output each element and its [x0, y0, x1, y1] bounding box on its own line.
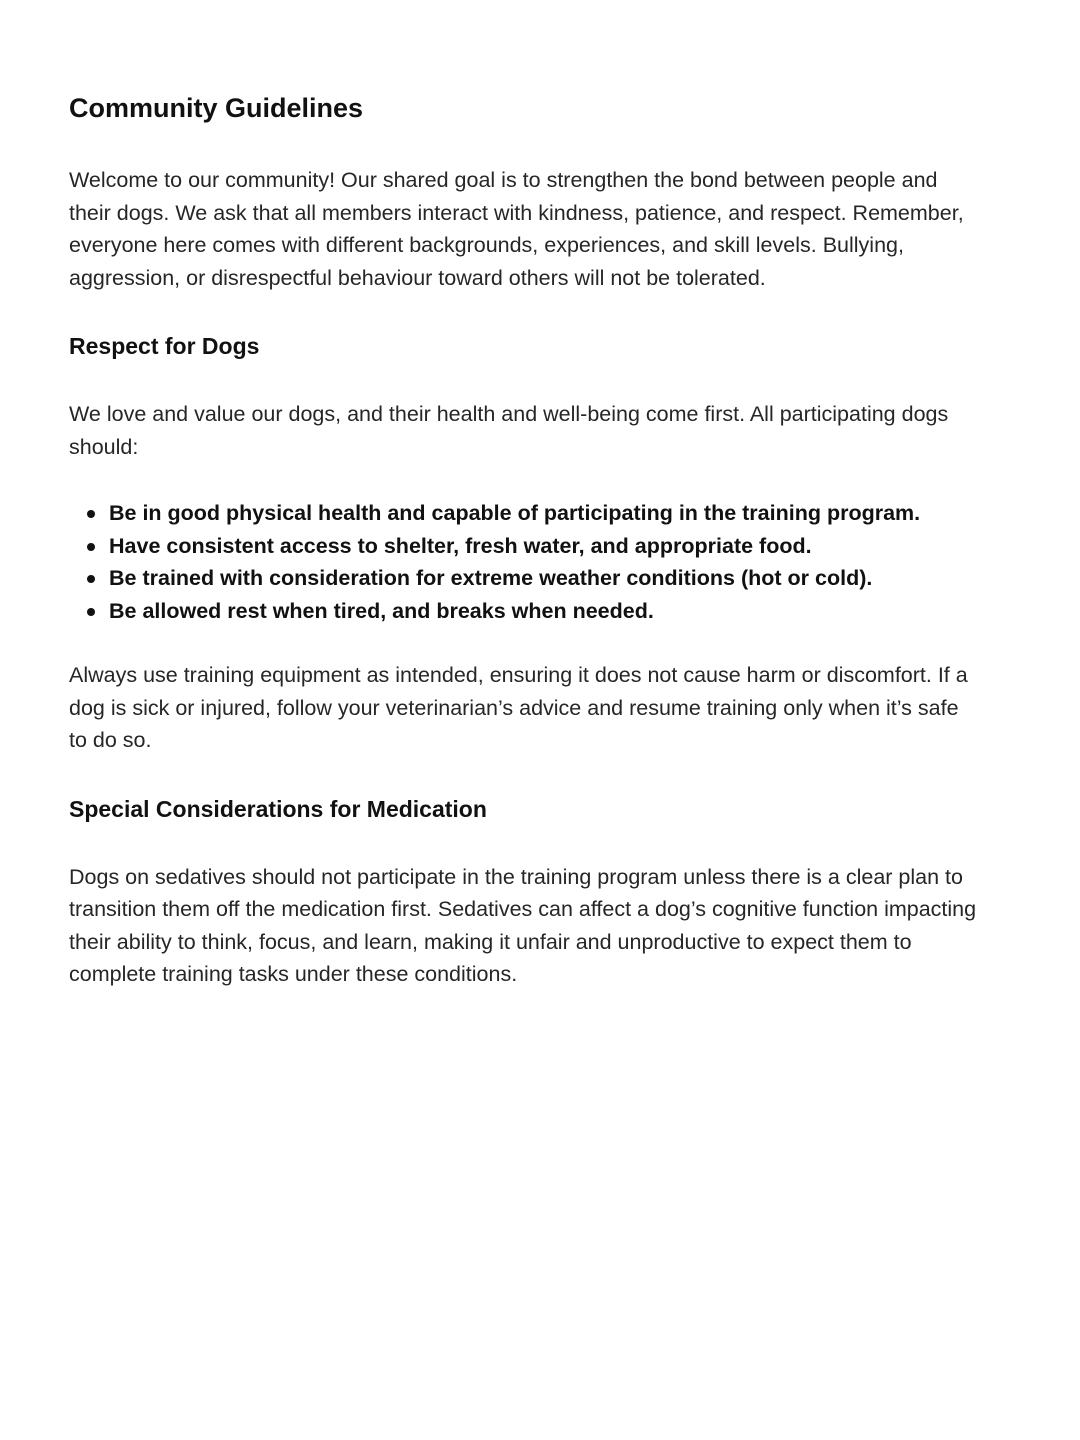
list-item-text: Be trained with consideration for extreme weather conditions (hot or cold). — [109, 566, 873, 590]
list-item — [109, 562, 980, 595]
respect-lead-paragraph: We love and value our dogs, and their health and well-being come first. All participating dogs should: — [69, 402, 949, 459]
list-item — [109, 530, 980, 563]
list-item — [109, 595, 980, 628]
bullet-icon — [87, 543, 95, 551]
dog-rules-list — [69, 497, 980, 627]
bullet-icon — [87, 575, 95, 583]
intro-paragraph: Welcome to our community! Our shared goal is to strengthen the bond between people and their dogs. We ask that all members interact with kindness, patience, and respect. Remember, everyone here comes with different backgrounds, experiences, and skill levels. Bullying, aggression, or disrespectful behaviour toward others will not be tolerated. — [69, 168, 964, 290]
section-heading-medication: Special Considerations for Medication — [69, 795, 487, 822]
list-item-text: Have consistent access to shelter, fresh water, and appropriate food. — [109, 533, 812, 558]
medication-paragraph: Dogs on sedatives should not participate in the training program unless there is a clear plan to transition them off the medication first. Sedatives can affect a dog’s cognitive function impacting their ability to think, focus, and learn, making it unfair and unproductive to expect them to complete training tasks under these conditions. — [69, 864, 977, 986]
list-item-text: Be allowed rest when tired, and breaks when needed. — [109, 598, 654, 623]
list-item — [109, 497, 980, 530]
bullet-icon — [87, 608, 95, 616]
section-heading-respect-for-dogs: Respect for Dogs — [69, 333, 260, 359]
equipment-paragraph: Always use training equipment as intended, ensuring it does not cause harm or discomfort. If a dog is sick or injured, follow your veterinarian’s advice and resume training only when it’s safe to do so. — [69, 663, 968, 752]
page-title: Community Guidelines — [69, 93, 364, 123]
list-item-text: Be in good physical health and capable of participating in the training program. — [109, 501, 921, 525]
bullet-icon — [87, 510, 95, 518]
